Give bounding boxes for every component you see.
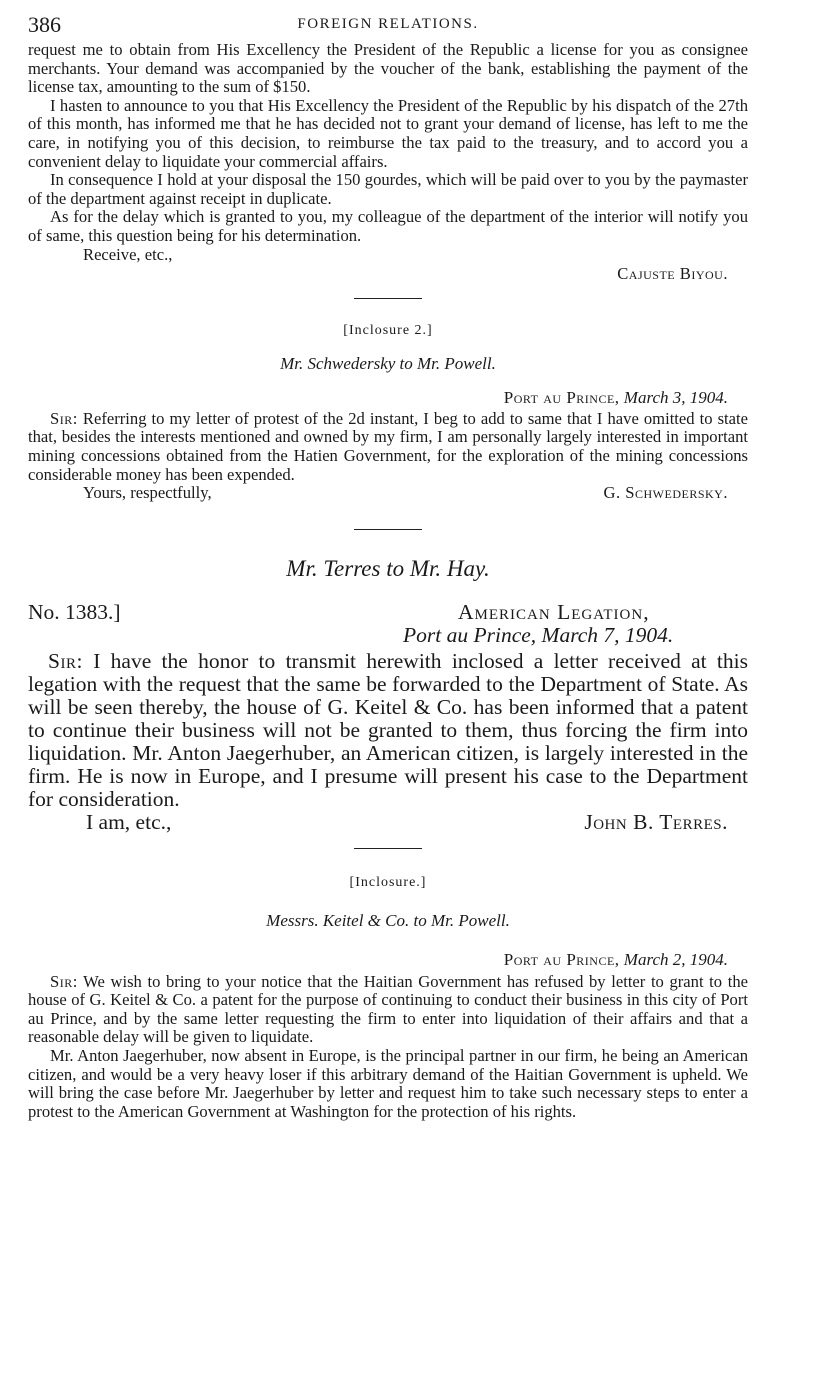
inclosure-dateline (28, 950, 748, 970)
inclosure-body (28, 973, 748, 1122)
running-title: FOREIGN RELATIONS. (297, 16, 479, 32)
inclosure-place: Port au Prince, (503, 949, 620, 969)
main-letter-salutation: Sir: (48, 648, 83, 673)
inclosure-date: March 2, 1904. (623, 949, 728, 969)
inclosure-heading: Messrs. Keitel & Co. to Mr. Powell. (266, 910, 510, 930)
inclosure2-heading: Mr. Schwedersky to Mr. Powell. (280, 353, 496, 373)
main-letter-header (28, 596, 748, 648)
inclosure2-salutation: Sir: (50, 408, 78, 428)
letter1-closing: Receive, etc., (83, 244, 173, 264)
section-divider (354, 848, 422, 849)
inclosure2-dateline (28, 388, 748, 408)
dispatch-number: No. 1383.] (28, 599, 121, 624)
main-letter-closing-row (28, 811, 748, 834)
inclosure-paragraph: Mr. Anton Jaegerhuber, now absent in Europe, is the principal partner in our firm, he being an American citizen, and would be a very heavy loser if this arbitrary demand of the Haitian Government is upheld. We will bring the case before Mr. Jaegerhuber by letter and request him to take such necessary steps to enter a protest to the American Government at Washington for the protection of his rights. (28, 1046, 748, 1121)
legation-name: American Legation, (458, 599, 650, 624)
main-letter-body (28, 650, 748, 834)
inclosure-salutation: Sir: (50, 971, 78, 991)
main-letter-heading: Mr. Terres to Mr. Hay. (286, 555, 490, 581)
main-letter-text: I have the honor to transmit herewith inclosed a letter received at this legation with the request that the same be forwarded to the Department of State. As will be seen thereby, the house of G. Keitel & Co. has been informed that a patent to continue their business will not be granted to them, thus forcing the firm into liquidation. Mr. Anton Jaegerhuber, an American citizen, is largely interested in the firm. He is now in Europe, and I presume will present his case to the Department for consideration. (28, 648, 748, 811)
inclosure-label: [Inclosure.] (349, 874, 427, 890)
inclosure2-body (28, 410, 748, 503)
inclosure2-signature: G. Schwedersky. (603, 483, 728, 503)
inclosure2-place: Port au Prince, (503, 387, 620, 407)
letter1-paragraph: I hasten to announce to you that His Excellency the President of the Republic by his dispatch of the 27th of this month, has informed me that he has decided not to grant your demand of license, has left to me the care, in notifying you of this decision, to reimburse the tax paid to the treasury, and to accord you a convenient delay to liquidate your commercial affairs. (28, 95, 748, 171)
letter1-body (28, 41, 748, 284)
inclosure2-closing-row (28, 484, 748, 503)
page-number: 386 (28, 12, 61, 37)
inclosure2-closing: Yours, respectfully, (83, 483, 212, 503)
letter1-paragraph: As for the delay which is granted to you, my colleague of the department of the interior will notify you of same, this question being for his determination. (28, 207, 748, 245)
letter1-signature: Cajuste Biyou. (617, 264, 728, 284)
section-divider (354, 529, 422, 530)
page-header (28, 10, 748, 40)
section-divider (354, 298, 422, 299)
letter1-closing-row (28, 246, 748, 265)
letter1-paragraph: In consequence I hold at your disposal the 150 gourdes, which will be paid over to you by the paymaster of the department against receipt in duplicate. (28, 170, 748, 208)
inclosure-text: We wish to bring to your notice that the Haitian Government has refused by letter to grant to the house of G. Keitel & Co. a patent for the purpose of continuing to conduct their business in this city of Port au Prince, and by the same letter requesting the firm to enter into liquidation of their affairs and that a reasonable delay will be given to liquidate. (28, 971, 748, 1047)
inclosure2-text: Referring to my letter of protest of the 2d instant, I beg to add to same that I have omitted to state that, besides the interests mentioned and owned by my firm, I am personally largely interested in important mining concessions obtained from the Hatien Government, for the exploration of the mining concessions considerable money has been expended. (28, 408, 748, 484)
letter1-paragraph: request me to obtain from His Excellency the President of the Republic a license for you as consignee merchants. Your demand was accompanied by the voucher of the bank, establishing the payment of the license tax, amounting to the sum of $150. (28, 40, 748, 97)
main-letter-closing: I am, etc., (86, 809, 172, 834)
main-letter-place-date: Port au Prince, March 7, 1904. (403, 622, 674, 647)
inclosure2-date: March 3, 1904. (623, 387, 728, 407)
document-page (28, 10, 748, 1121)
main-letter-signature: John B. Terres. (584, 809, 728, 834)
inclosure2-label: [Inclosure 2.] (343, 322, 433, 338)
